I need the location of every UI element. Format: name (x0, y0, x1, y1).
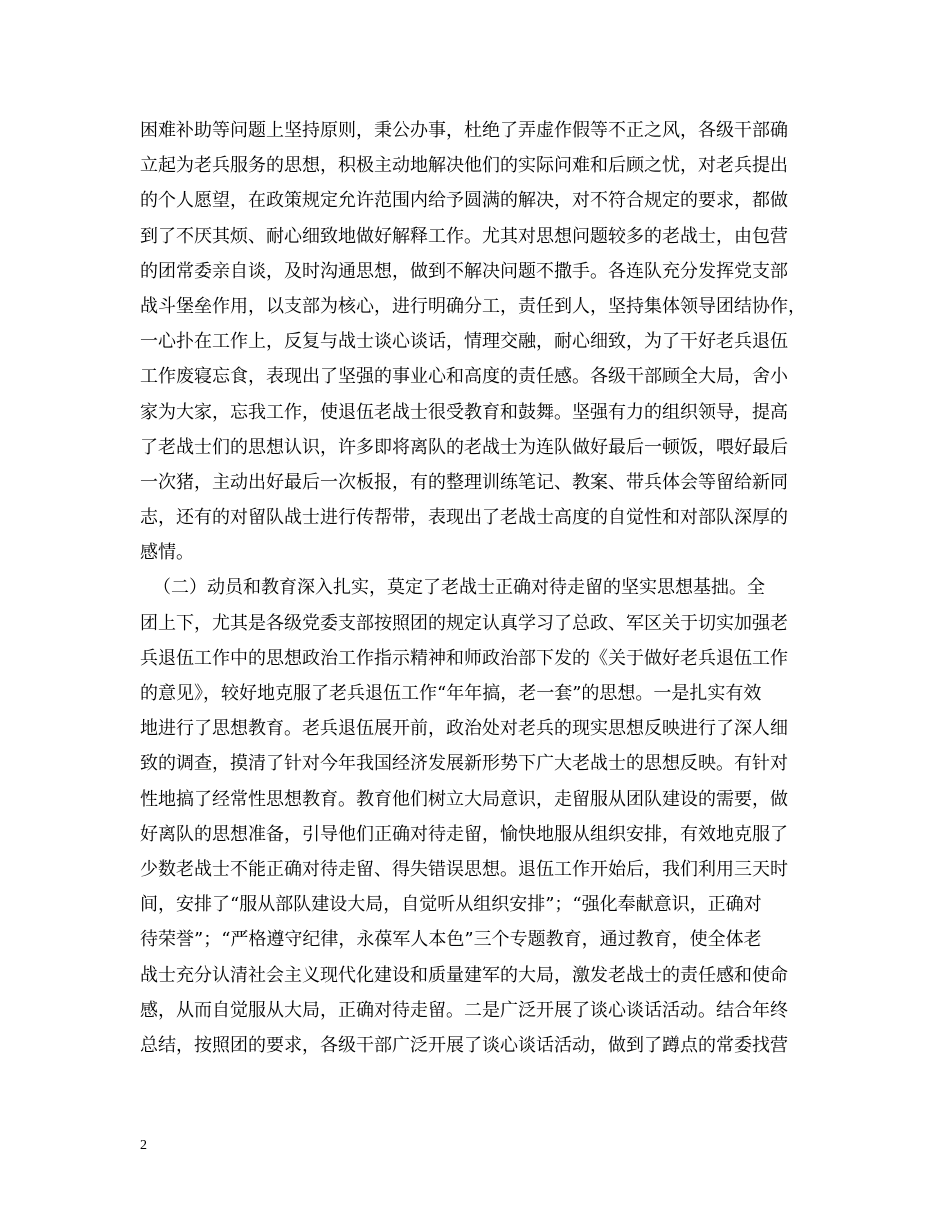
text-line: 工作废寝忘食，表现出了坚强的事业心和高度的责任感。各级干部顾全大局，舍小 (140, 366, 788, 388)
text-line: 战士充分认清社会主义现代化建设和质量建军的大局，激发老战士的责任感和使命 (140, 964, 788, 986)
text-line: 了老战士们的思想认识，许多即将离队的老战士为连队做好最后一顿饭，喂好最后 (140, 436, 788, 458)
text-line: 致的调查，摸清了针对今年我国经济发展新形势下广大老战士的思想反映。有针对 (140, 753, 788, 775)
text-line: 地进行了思想教育。老兵退伍展开前，政治处对老兵的现实思想反映进行了深人细 (140, 718, 788, 740)
text-line: 志，还有的对留队战士进行传帮带，表现出了老战士高度的自觉性和对部队深厚的 (140, 507, 788, 529)
text-line: 战斗堡垒作用，以支部为核心，进行明确分工，责任到人，坚持集体领导团结协作， (140, 295, 806, 317)
text-line: 的意见》，较好地克服了老兵退伍工作“年年搞，老一套”的思想。一是扎实有效 (140, 683, 762, 704)
text-line: 好离队的思想准备，引导他们正确对待走留，愉快地服从组织安排，有效地克服了 (140, 823, 788, 845)
text-line: 立起为老兵服务的思想，积极主动地解决他们的实际问难和后顾之忧，对老兵提出 (140, 155, 788, 177)
text-line: 的个人愿望，在政策规定允许范围内给予圆满的解决，对不符合规定的要求，都做 (140, 190, 788, 212)
text-line: 到了不厌其烦、耐心细致地做好解释工作。尤其对思想问题较多的老战士，由包营 (140, 225, 788, 247)
text-line: 间，安排了“服从部队建设大局，自觉听从组织安排”；“强化奉献意识，正确对 (140, 894, 762, 916)
text-line: 总结，按照团的要求，各级干部广泛开展了谈心谈话活动，做到了蹲点的常委找营 (140, 1034, 788, 1056)
text-line: （二）动员和教育深入扎实，莫定了老战士正确对待走留的坚实思想基拙。全 (153, 577, 765, 599)
page-number: 2 (140, 1138, 147, 1153)
text-line: 感情。 (140, 542, 194, 564)
text-line: 少数老战士不能正确对待走留、得失错误思想。退伍工作开始后，我们利用三天时 (140, 858, 788, 880)
text-line: 待荣誉”；“严格遵守纪律，永葆军人本色”三个专题教育，通过教育，使全体老 (140, 929, 762, 951)
document-body (140, 113, 840, 1063)
text-line: 一次猪，主动出好最后一次板报，有的整理训练笔记、教案、带兵体会等留给新同 (140, 471, 788, 493)
text-line: 一心扑在工作上，反复与战士谈心谈话，情理交融，耐心细致，为了干好老兵退伍 (140, 331, 788, 353)
text-line: 家为大家，忘我工作，使退伍老战士很受教育和鼓舞。坚强有力的组织领导，提高 (140, 401, 788, 423)
text-line: 性地搞了经常性思想教育。教育他们树立大局意识，走留服从团队建设的需要，做 (140, 788, 788, 810)
text-line: 困难补助等问题上坚持原则，秉公办事，杜绝了弄虚作假等不正之风，各级干部确 (140, 120, 788, 141)
text-line: 兵退伍工作中的思想政治工作指示精神和师政治部下发的《关于做好老兵退伍工作 (140, 647, 788, 669)
text-line: 的团常委亲自谈，及时沟通思想，做到不解决问题不撒手。各连队充分发挥党支部 (140, 260, 788, 282)
text-line: 感，从而自觉服从大局，正确对待走留。二是广泛开展了谈心谈话活动。结合年终 (140, 999, 788, 1021)
text-line: 团上下，尤其是各级党委支部按照团的规定认真学习了总政、军区关于切实加强老 (140, 612, 788, 634)
